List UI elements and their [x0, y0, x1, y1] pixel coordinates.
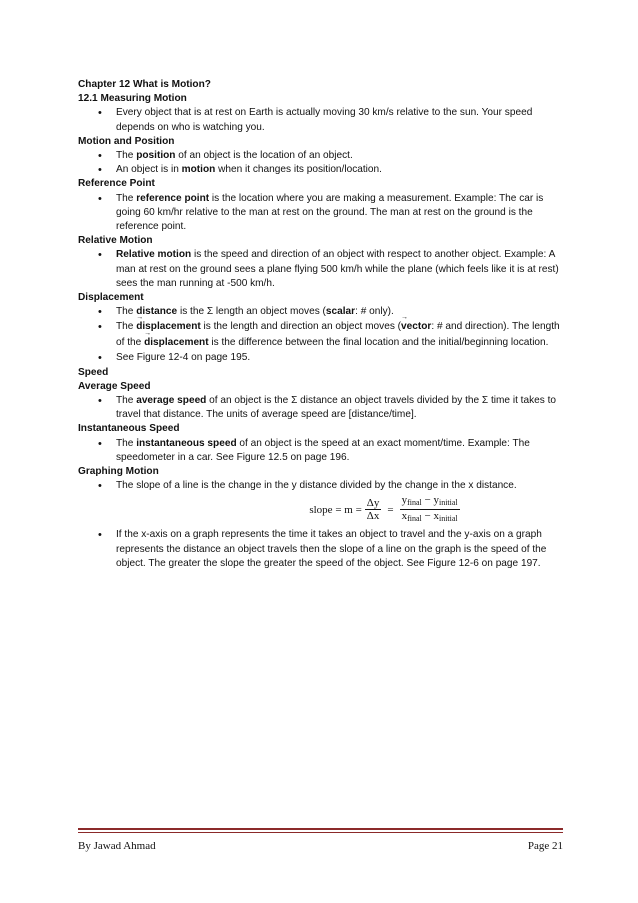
list-average-speed — [78, 394, 568, 422]
footer-divider — [78, 828, 563, 830]
list-measuring-motion — [78, 106, 568, 134]
list-item: • If the x-axis on a graph represents the time it takes an object to travel and the y-axis on a graph represents the distance an object travels then the slope of a line on the graph is the speed of the object. The greater the slope the greater the speed of the object. See Figure 12-6 on page 197. — [78, 528, 568, 571]
list-item: • The position of an object is the location of an object. — [78, 149, 568, 163]
page-footer — [78, 828, 563, 852]
list-reference-point — [78, 192, 568, 235]
footer-divider-thin — [78, 832, 563, 833]
section-title-motion-position: Motion and Position — [78, 135, 175, 147]
section-title-reference-point: Reference Point — [78, 178, 155, 190]
list-item: • The instantaneous speed of an object is the speed at an exact moment/time. Example: The speedometer in a car. See Figure 12.5 on page 196. — [78, 437, 568, 465]
section-title-speed: Speed — [78, 366, 109, 378]
vector-d: d → — [144, 335, 150, 351]
chapter-title: Chapter 12 What is Motion? — [78, 79, 211, 90]
list-item: • See Figure 12-4 on page 195. — [78, 351, 568, 365]
page-body — [78, 78, 568, 571]
list-item: • The reference point is the location where you are making a measurement. Example: The car is going 60 km/hr relative to the man at rest on the ground. The man at rest on the ground is the reference point. — [78, 192, 568, 235]
list-item: • Relative motion is the speed and direction of an object with respect to another object. Example: A man at rest on the ground sees a plane flying 500 km/h while the plane (which feels like it is at rest) sees the man running at -500 km/h. — [78, 248, 568, 291]
list-instantaneous-speed — [78, 437, 568, 465]
vector-d: d → — [136, 319, 142, 335]
fraction-final-initial: $\frac{y_{final} - y_{initial}}{x_{final} - x_{initial}}$ — [401, 494, 458, 524]
list-item: • The d →isplacement is the length and direction an object moves (v →ector: # and direction). The length of the d →isplacement is the difference between the final location and the initial/beginning location. — [78, 319, 568, 351]
section-title-graphing-motion: Graphing Motion — [78, 466, 159, 478]
slope-formula: slope = m = $\frac{\Delta y}{\Delta x}$ = $\frac{y_{final} - y_{initial}}{x_{final} - x_{initial}}$ — [309, 494, 458, 524]
section-title-measuring-motion: 12.1 Measuring Motion — [78, 93, 187, 105]
section-title-relative-motion: Relative Motion — [78, 235, 153, 247]
list-graphing-motion — [78, 479, 568, 493]
list-item: • The average speed of an object is the Σ distance an object travels divided by the Σ time it takes to travel that distance. The units of average speed are [distance/time]. — [78, 394, 568, 422]
list-item: • An object is in motion when it changes its position/location. — [78, 163, 568, 177]
footer-author: By Jawad Ahmad — [78, 840, 156, 852]
section-title-average-speed: Average Speed — [78, 380, 151, 392]
section-title-instantaneous-speed: Instantaneous Speed — [78, 423, 180, 435]
list-displacement — [78, 305, 568, 365]
list-item: • The slope of a line is the change in the y distance divided by the change in the x distance. — [78, 479, 568, 493]
vector-v: v → — [401, 319, 407, 335]
list-graphing-motion-2 — [78, 528, 568, 571]
list-relative-motion — [78, 248, 568, 291]
list-item: • Every object that is at rest on Earth is actually moving 30 km/s relative to the sun. Your speed depends on who is watching you. — [78, 106, 568, 134]
list-item: • The distance is the Σ length an object moves (scalar: # only). — [78, 305, 568, 319]
footer-page-number: Page 21 — [527, 840, 563, 852]
fraction-delta: $\frac{\Delta y}{\Delta x}$ — [366, 497, 380, 523]
section-title-displacement: Displacement — [78, 292, 144, 304]
list-motion-position — [78, 149, 568, 177]
